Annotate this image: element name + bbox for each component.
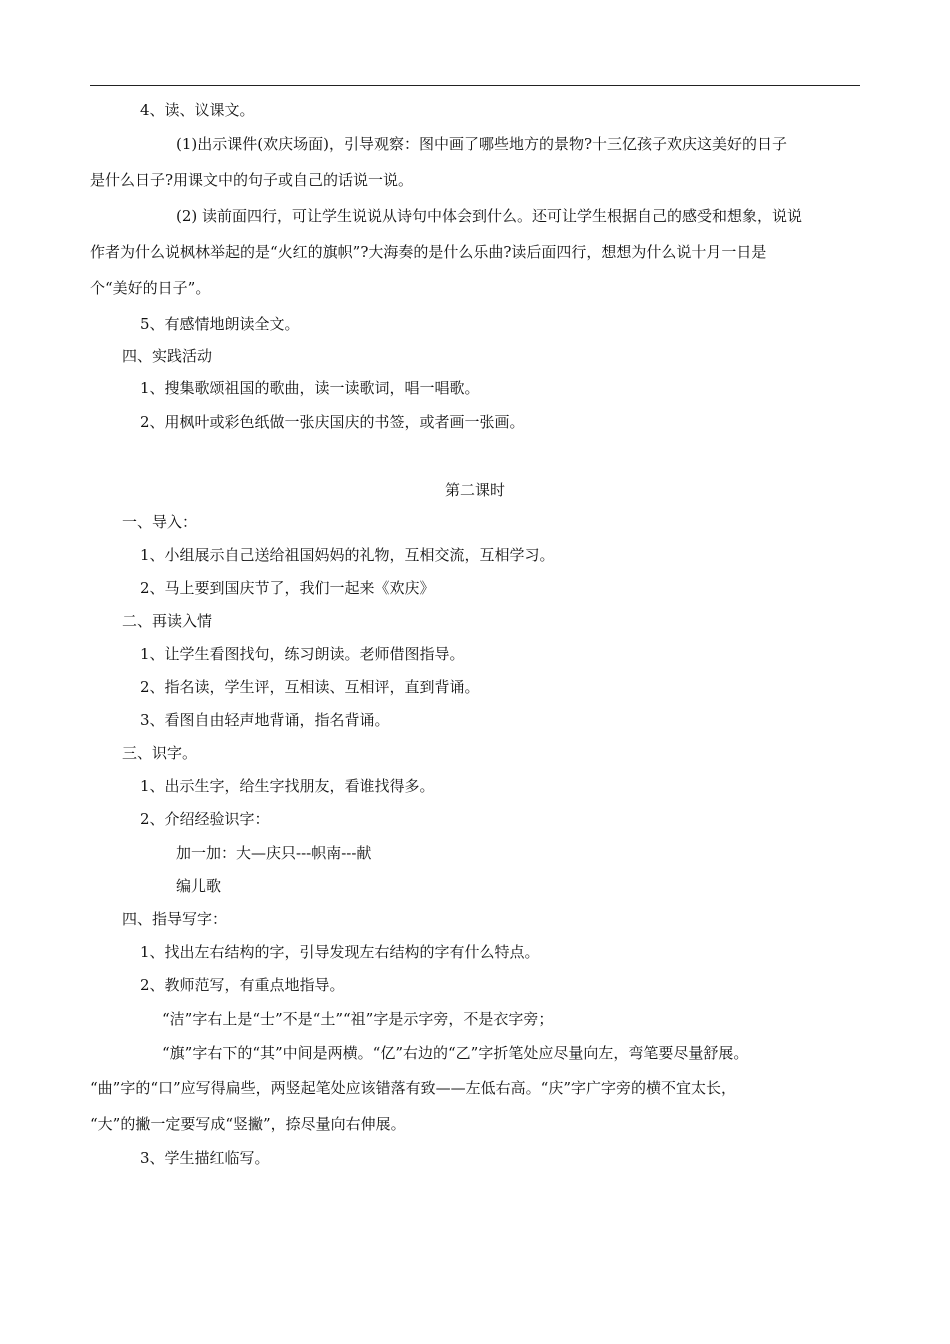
paragraph-line: (2) 读前面四行，可让学生说说从诗句中体会到什么。还可让学生根据自己的感受和想象，说说	[176, 207, 803, 225]
paragraph-line: 是什么日子?用课文中的句子或自己的话说一说。	[90, 171, 414, 189]
paragraph-line: 5、有感情地朗读全文。	[140, 315, 300, 333]
paragraph-line: “旗”字右下的“其”中间是两横。“亿”右边的“乙”字折笔处应尽量向左，弯笔要尽量舒展。	[162, 1044, 749, 1062]
section-heading: 二、再读入情	[122, 612, 213, 630]
paragraph-line: 4、读、议课文。	[140, 101, 255, 119]
paragraph-line: 2、介绍经验识字：	[140, 810, 270, 828]
paragraph-line: 1、找出左右结构的字，引导发现左右结构的字有什么特点。	[140, 943, 540, 961]
paragraph-line: 1、让学生看图找句，练习朗读。老师借图指导。	[140, 645, 465, 663]
paragraph-line: 个“美好的日子”。	[90, 279, 211, 297]
paragraph-line: “大”的撇一定要写成“竖撇”，捺尽量向右伸展。	[90, 1115, 406, 1133]
section-heading: 三、识字。	[122, 744, 198, 762]
paragraph-line: 2、用枫叶或彩色纸做一张庆国庆的书签，或者画一张画。	[140, 413, 525, 431]
paragraph-line: 2、教师范写，有重点地指导。	[140, 976, 345, 994]
paragraph-line: “洁”字右上是“士”不是“土”“祖”字是示字旁，不是衣字旁；	[162, 1010, 554, 1028]
paragraph-line: 加一加：大—庆只---帜南---献	[176, 844, 372, 862]
section-heading: 四、指导写字：	[122, 910, 228, 928]
paragraph-line: 3、看图自由轻声地背诵，指名背诵。	[140, 711, 390, 729]
header-rule	[90, 85, 860, 86]
section-heading: 一、导入：	[122, 513, 198, 531]
paragraph-line: 2、指名读，学生评，互相读、互相评，直到背诵。	[140, 678, 480, 696]
paragraph-line: 3、学生描红临写。	[140, 1149, 270, 1167]
paragraph-line: 1、出示生字，给生字找朋友，看谁找得多。	[140, 777, 435, 795]
paragraph-line: 作者为什么说枫林举起的是“火红的旗帜”?大海奏的是什么乐曲?读后面四行，想想为什么说十月一日是	[90, 243, 767, 261]
section-heading: 四、实践活动	[122, 347, 213, 365]
paragraph-line: 2、马上要到国庆节了，我们一起来《欢庆》	[140, 579, 435, 597]
paragraph-line: 1、搜集歌颂祖国的歌曲，读一读歌词，唱一唱歌。	[140, 379, 480, 397]
paragraph-line: 编儿歌	[176, 877, 222, 895]
paragraph-line: (1)出示课件(欢庆场面)，引导观察：图中画了哪些地方的景物?十三亿孩子欢庆这美好的日子	[176, 135, 787, 153]
paragraph-line: “曲”字的“口”应写得扁些，两竖起笔处应该错落有致——左低右高。“庆”字广字旁的横不宜太长，	[90, 1079, 737, 1097]
lesson-title: 第二课时	[444, 481, 505, 499]
paragraph-line: 1、小组展示自己送给祖国妈妈的礼物，互相交流，互相学习。	[140, 546, 555, 564]
